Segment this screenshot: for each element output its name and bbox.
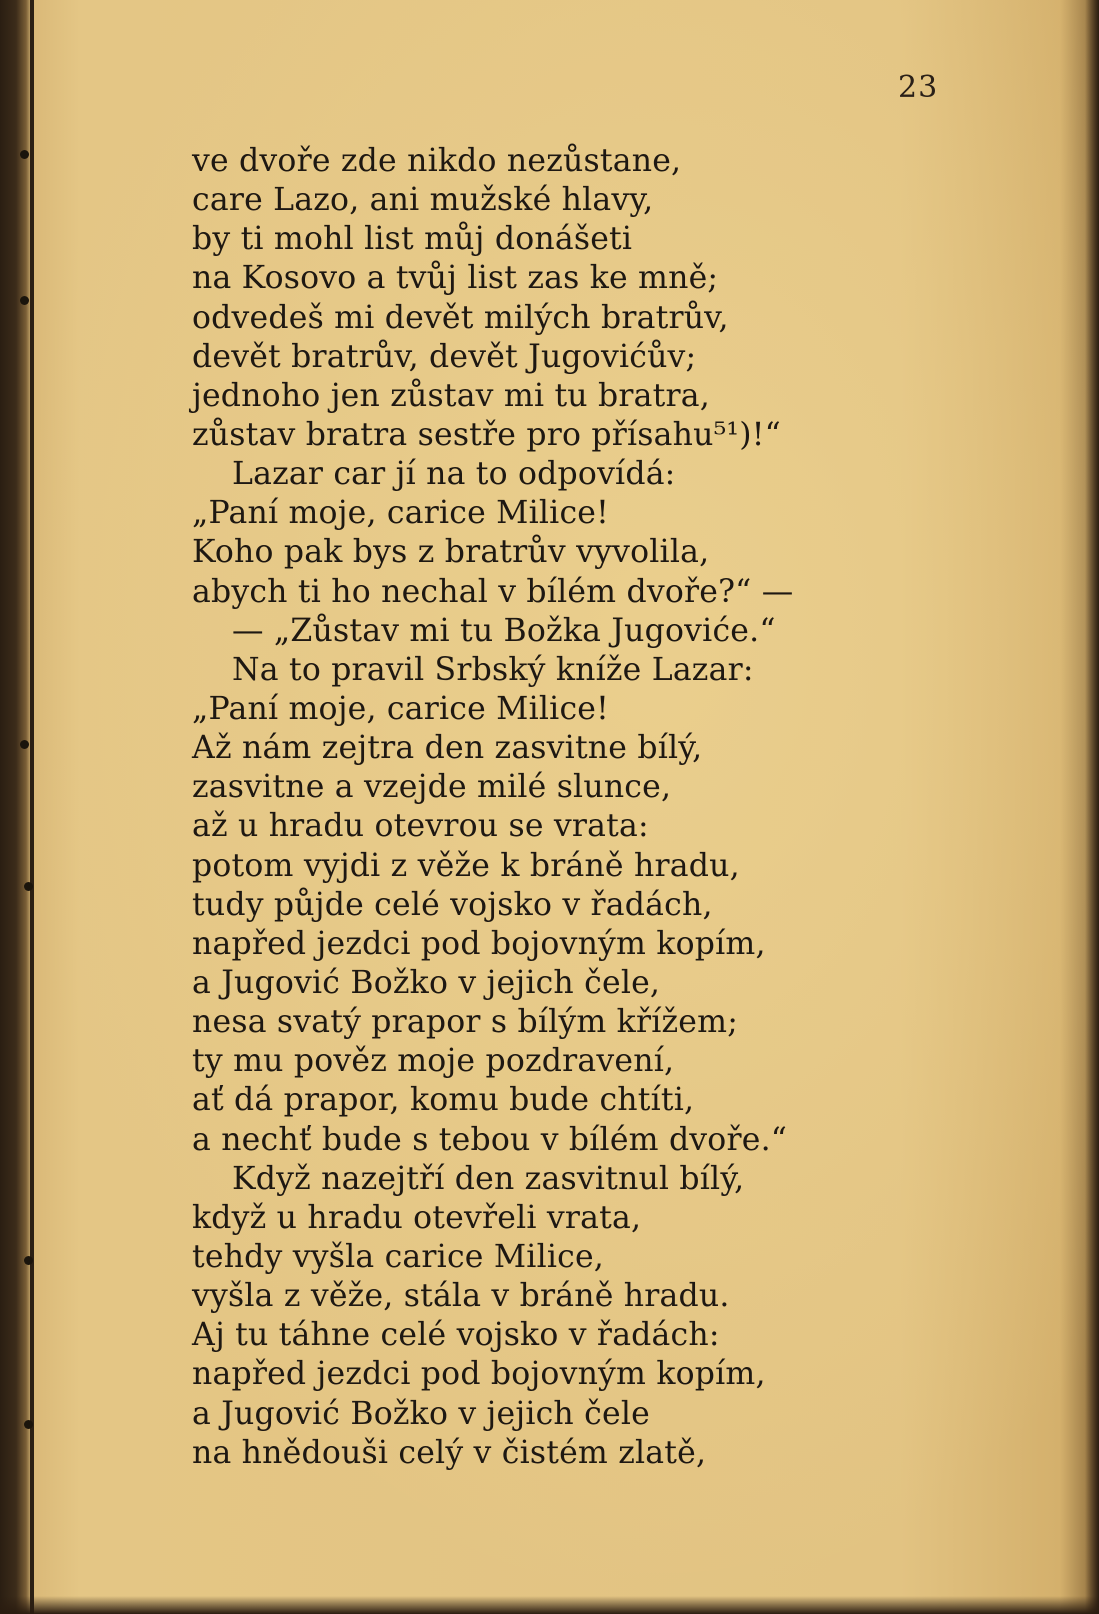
poem-line: Lazar car jí na to odpovídá:	[232, 456, 676, 493]
poem-line: potom vyjdi z věže k bráně hradu,	[192, 847, 740, 884]
page-bottom-shadow	[0, 1596, 1099, 1614]
poem-line: Aj tu táhne celé vojsko v řadách:	[192, 1317, 720, 1354]
margin-mark	[24, 1256, 33, 1265]
poem-line: Na to pravil Srbský kníže Lazar:	[232, 651, 754, 688]
poem-line: a nechť bude s tebou v bílém dvoře.“	[192, 1121, 788, 1158]
poem-line: a Jugović Božko v jejich čele,	[192, 964, 661, 1001]
poem-line: napřed jezdci pod bojovným kopím,	[192, 1356, 766, 1393]
poem-line: napřed jezdci pod bojovným kopím,	[192, 925, 766, 962]
poem-line: Když nazejtří den zasvitnul bílý,	[232, 1160, 745, 1197]
poem-line: ať dá prapor, komu bude chtíti,	[192, 1082, 695, 1119]
poem-line: abych ti ho nechal v bílém dvoře?“ —	[192, 573, 794, 610]
poem-line: „Paní moje, carice Milice!	[192, 690, 609, 727]
poem-line: „Paní moje, carice Milice!	[192, 495, 609, 532]
poem-line: tehdy vyšla carice Milice,	[192, 1238, 605, 1275]
poem-line: care Lazo, ani mužské hlavy,	[192, 182, 654, 219]
poem-line: vyšla z věže, stála v bráně hradu.	[192, 1278, 730, 1315]
poem-line: zasvitne a vzejde milé slunce,	[192, 769, 672, 806]
poem-line: ty mu pověz moje pozdravení,	[192, 1043, 675, 1080]
poem-line: na Kosovo a tvůj list zas ke mně;	[192, 260, 719, 297]
poem-line: na hnědouši celý v čistém zlatě,	[192, 1434, 707, 1471]
poem-line: — „Zůstav mi tu Božka Jugoviće.“	[232, 612, 776, 649]
book-spine	[0, 0, 32, 1614]
poem-line: zůstav bratra sestře pro přísahu⁵¹)!“	[192, 416, 781, 453]
margin-mark	[24, 1420, 33, 1429]
poem-text	[192, 142, 1022, 1473]
page-number: 23	[898, 70, 939, 105]
poem-line: devět bratrův, devět Jugovićův;	[192, 338, 697, 375]
margin-mark	[24, 882, 33, 891]
poem-line: Až nám zejtra den zasvitne bílý,	[192, 730, 703, 767]
poem-line: tudy půjde celé vojsko v řadách,	[192, 886, 713, 923]
poem-line: odvedeš mi devět milých bratrův,	[192, 299, 729, 336]
poem-line: ve dvoře zde nikdo nezůstane,	[192, 143, 682, 179]
poem-line: a Jugović Božko v jejich čele	[192, 1395, 650, 1432]
poem-line: Koho pak bys z bratrův vyvolila,	[192, 534, 710, 571]
poem-line: až u hradu otevrou se vrata:	[192, 808, 649, 845]
poem-line: nesa svatý prapor s bílým křížem;	[192, 1004, 739, 1041]
margin-mark	[20, 296, 29, 305]
poem-line: by ti mohl list můj donášeti	[192, 221, 633, 258]
poem-line: jednoho jen zůstav mi tu bratra,	[192, 377, 710, 414]
gutter-line	[30, 0, 34, 1614]
margin-mark	[20, 150, 29, 159]
margin-mark	[20, 740, 29, 749]
page-edge-shadow	[1085, 0, 1099, 1614]
poem-line: když u hradu otevřeli vrata,	[192, 1199, 642, 1236]
